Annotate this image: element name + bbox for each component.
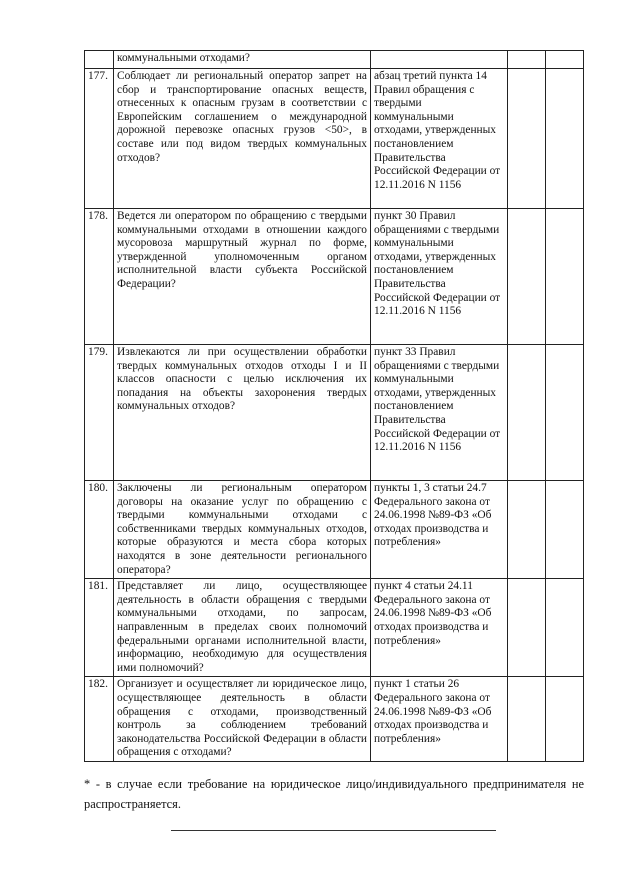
row-number-cell [85,51,114,69]
answer-cell-yes [508,69,546,209]
answer-cell-no [546,69,584,209]
reference-cell: пункты 1, 3 статьи 24.7 Федерального закона от 24.06.1998 №89-ФЗ «Об отходах производства и потребления» [371,481,508,579]
question-cell: Ведется ли оператором по обращению с твердыми коммунальными отходами в отношении каждого мусоровоза маршрутный журнал по форме, утвержденной уполномоченным органом исполнительной власти субъекта Российской Федерации? [114,209,371,345]
table-row [85,481,584,579]
answer-cell-no [546,51,584,69]
row-number-cell: 180. [85,481,114,579]
table-row [85,345,584,481]
footnote: * - в случае если требование на юридическое лицо/индивидуального предпринимателя не распространяется. [84,777,584,811]
answer-cell-no [546,677,584,762]
answer-cell-no [546,209,584,345]
question-cell: Представляет ли лицо, осуществляющее деятельность в области обращения с твердыми коммунальными отходами, по запросам, направленным в пределах своих полномочий федеральными органами исполнительной власти, информацию, необходимую для осуществления ими полномочий? [114,579,371,677]
answer-cell-yes [508,677,546,762]
table-row [85,677,584,762]
question-cell: Заключены ли региональным оператором договоры на оказание услуг по обращению с твердыми коммунальными отходами с собственниками твердых коммунальных отходов, которые образуются и места сбора которых находятся в зоне деятельности регионального оператора? [114,481,371,579]
answer-cell-yes [508,481,546,579]
question-cell: Организует и осуществляет ли юридическое лицо, осуществляющее деятельность в области обращения с отходами, производственный контроль за соблюдением требований законодательства Российской Федерации в области обращения с отходами? [114,677,371,762]
table-row-continuation [85,51,584,69]
row-number-cell: 182. [85,677,114,762]
question-cell: Соблюдает ли региональный оператор запрет на сбор и транспортирование опасных веществ, отнесенных к опасным грузам в соответствии с Европейским соглашением о международной дорожной перевозке опасных грузов <50>, в составе или под видом твердых коммунальных отходов? [114,69,371,209]
reference-cell: абзац третий пункта 14 Правил обращения с твердыми коммунальными отходами, утвержденных постановлением Правительства Российской Федерации от 12.11.2016 N 1156 [371,69,508,209]
signature-line [171,830,496,831]
answer-cell-yes [508,51,546,69]
question-cell: коммунальными отходами? [114,51,371,69]
answer-cell-no [546,579,584,677]
table-row [85,69,584,209]
question-cell: Извлекаются ли при осуществлении обработки твердых коммунальных отходов отходы I и II классов опасности с целью исключения их попадания на объекты захоронения твердых коммунальных отходов? [114,345,371,481]
table-row [85,209,584,345]
row-number-cell: 181. [85,579,114,677]
reference-cell: пункт 33 Правил обращениями с твердыми коммунальными отходами, утвержденных постановлением Правительства Российской Федерации от 12.11.2016 N 1156 [371,345,508,481]
row-number-cell: 179. [85,345,114,481]
reference-cell: пункт 4 статьи 24.11 Федерального закона от 24.06.1998 №89-ФЗ «Об отходах производства и потребления» [371,579,508,677]
row-number-cell: 177. [85,69,114,209]
reference-cell [371,51,508,69]
checklist-table [84,50,584,762]
answer-cell-yes [508,579,546,677]
reference-cell: пункт 1 статьи 26 Федерального закона от 24.06.1998 №89-ФЗ «Об отходах производства и потребления» [371,677,508,762]
answer-cell-yes [508,345,546,481]
reference-cell: пункт 30 Правил обращениями с твердыми коммунальными отходами, утвержденных постановлением Правительства Российской Федерации от 12.11.2016 N 1156 [371,209,508,345]
answer-cell-no [546,345,584,481]
answer-cell-no [546,481,584,579]
answer-cell-yes [508,209,546,345]
row-number-cell: 178. [85,209,114,345]
table-row [85,579,584,677]
